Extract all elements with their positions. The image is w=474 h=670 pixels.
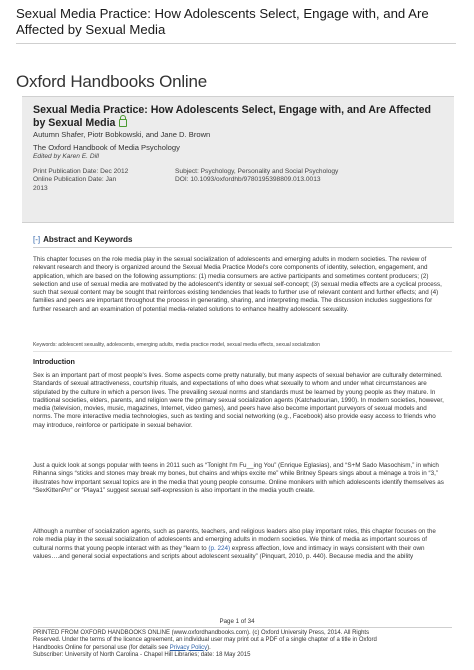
handbook-title: The Oxford Handbook of Media Psychology — [33, 143, 180, 152]
abstract-heading — [33, 235, 132, 244]
footer-line-1: PRINTED FROM OXFORD HANDBOOKS ONLINE (www.oxfordhandbooks.com). (c) Oxford University Press, 2014. All Rights — [33, 630, 370, 636]
running-title: Sexual Media Practice: How Adolescents Select, Engage with, and Are Affected by Sexual Media — [16, 6, 429, 37]
abstract-collapse-toggle[interactable]: [-] — [33, 235, 41, 244]
intro-p3-part-b: express affection, love and intimacy in ways consistent with their own values….and general social expectations and scripts about adolescent sexuality” (Pinquart, 2010, p. 440). Because media and the ability — [33, 544, 425, 560]
print-publication-date: Print Publication Date: Dec 2012 — [33, 168, 129, 175]
keywords-divider — [33, 351, 452, 352]
online-publication-date: Online Publication Date: Jan — [33, 176, 117, 184]
intro-p3-part-a: Although a number of socialization agents, such as parents, teachers, and religious leaders also play important roles, this chapter focuses on the role media play in the sexual socialization of adolescents and emerging adults in modern societies. We think of media as important sources of cultural norms that young people interact with as they “learn to — [33, 528, 436, 552]
footer-line-3 — [33, 645, 443, 652]
publication-dates — [33, 168, 173, 193]
article-title — [33, 104, 438, 129]
intro-paragraph-2 — [33, 462, 447, 495]
article-authors: Autumn Shafer, Piotr Bobkowski, and Jane D. Brown — [33, 130, 211, 139]
editor-credit: Edited by Karen E. Dill — [33, 153, 99, 160]
footer-line-3-end: ). — [207, 644, 211, 651]
footer-divider — [33, 627, 452, 628]
abstract-body — [33, 256, 445, 314]
intro-paragraph-3-text — [33, 528, 447, 561]
abstract-text: This chapter focuses on the role media play in the sexual socialization of adolescents and emerging adults in modern societies. The review of relevant research and theory is organized around the Sexual Media Practice Model's core components of identity, selection, engagement, and application, which are based on the following assumptions: (1) media consumers are active participants and sometimes content producers; (2) selection and use of sexual media are motivated by the adolescent's identity or sexual self-concept; (3) sexual media effects are a cyclical process, such that sexual content may be sought that reinforces existing tendencies that leads to further use of relevant content and further effects; and (4) families and peers are important throughout the process in generating, sharing, and interpreting media. The discussion includes suggestions for further research and an examination of potential media-related solutions to enhance healthy adolescent sexuality. — [33, 256, 442, 313]
subject-doi — [175, 168, 445, 185]
footer-line-3-start: Handbooks Online for personal use (for details see — [33, 644, 170, 651]
abstract-divider — [33, 247, 452, 248]
introduction-heading: Introduction — [33, 357, 75, 366]
intro-paragraph-1-text: Sex is an important part of most people's lives. Some aspects come pretty naturally, but many aspects of sexual behavior are culturally determined. Standards of sexual attractiveness, courtship rituals, and expectations of who does what sexually to whom and under what circumstances are stipulated by the culture in which a person lives. The prevailing sexual norms and standards must be learned by young people as they mature. In traditional societies, elders, parents, and religion were the primary sexual socialization agents (Katchadourian, 1990). In modern societies, however, media (television, movies, music, magazines, Internet, video games), and peers have also become important purveyors of sexual models and norms. The more interactive media technologies, such as texting and social networking (e.g., Facebook) also provide easy access to friends who may introduce, reinforce or participate in sexual behavior. — [33, 372, 444, 429]
doi-line: DOI: 10.1093/oxfordhb/9780195398809.013.0013 — [175, 176, 321, 184]
footer-line-2: Reserved. Under the terms of the licence agreement, an individual user may print out a PDF of a single chapter of a title in Oxford — [33, 637, 377, 644]
footer-line-4: Subscriber: University of North Carolina - Chapel Hill Libraries; date: 18 May 2015 — [33, 651, 251, 658]
page-number: Page 1 of 34 — [219, 618, 255, 625]
intro-paragraph-2-text: Just a quick look at songs popular with teens in 2011 such as “Tonight I'm Fu__ing You” (Enrique Eglasias), and “S+M Sado Masochism,” in which Rihanna sings “sticks and stones may break my bones, but chains and whips excite me” while Britney Spears sings about a ménage a trois in “3,” illustrates how important sexual topics are in the media that young people consume. Online monikers with which adolescents identify themselves as “SexKittenPrr” or “Playa1” suggest sexual self-expression is also important in the media youth create. — [33, 462, 444, 494]
page-reference-link[interactable]: (p. 224) — [208, 544, 231, 552]
intro-paragraph-3 — [33, 528, 447, 561]
article-title-text: Sexual Media Practice: How Adolescents Select, Engage with, and Are Affected by Sexual Media — [33, 104, 431, 129]
subject-line: Subject: Psychology, Personality and Social Psychology — [175, 168, 339, 175]
abstract-heading-text: Abstract and Keywords — [43, 235, 133, 244]
intro-paragraph-1 — [33, 372, 447, 430]
keywords: Keywords: adolescent sexuality, adolescents, emerging adults, media practice model, sexual media effects, sexual socialization — [33, 342, 320, 348]
privacy-policy-link[interactable]: Privacy Policy — [169, 644, 208, 651]
footer-notice — [33, 630, 443, 659]
header-divider — [16, 43, 456, 44]
online-publication-year: 2013 — [33, 184, 48, 192]
unlocked-access-icon — [119, 119, 127, 127]
site-name: Oxford Handbooks Online — [16, 72, 208, 91]
